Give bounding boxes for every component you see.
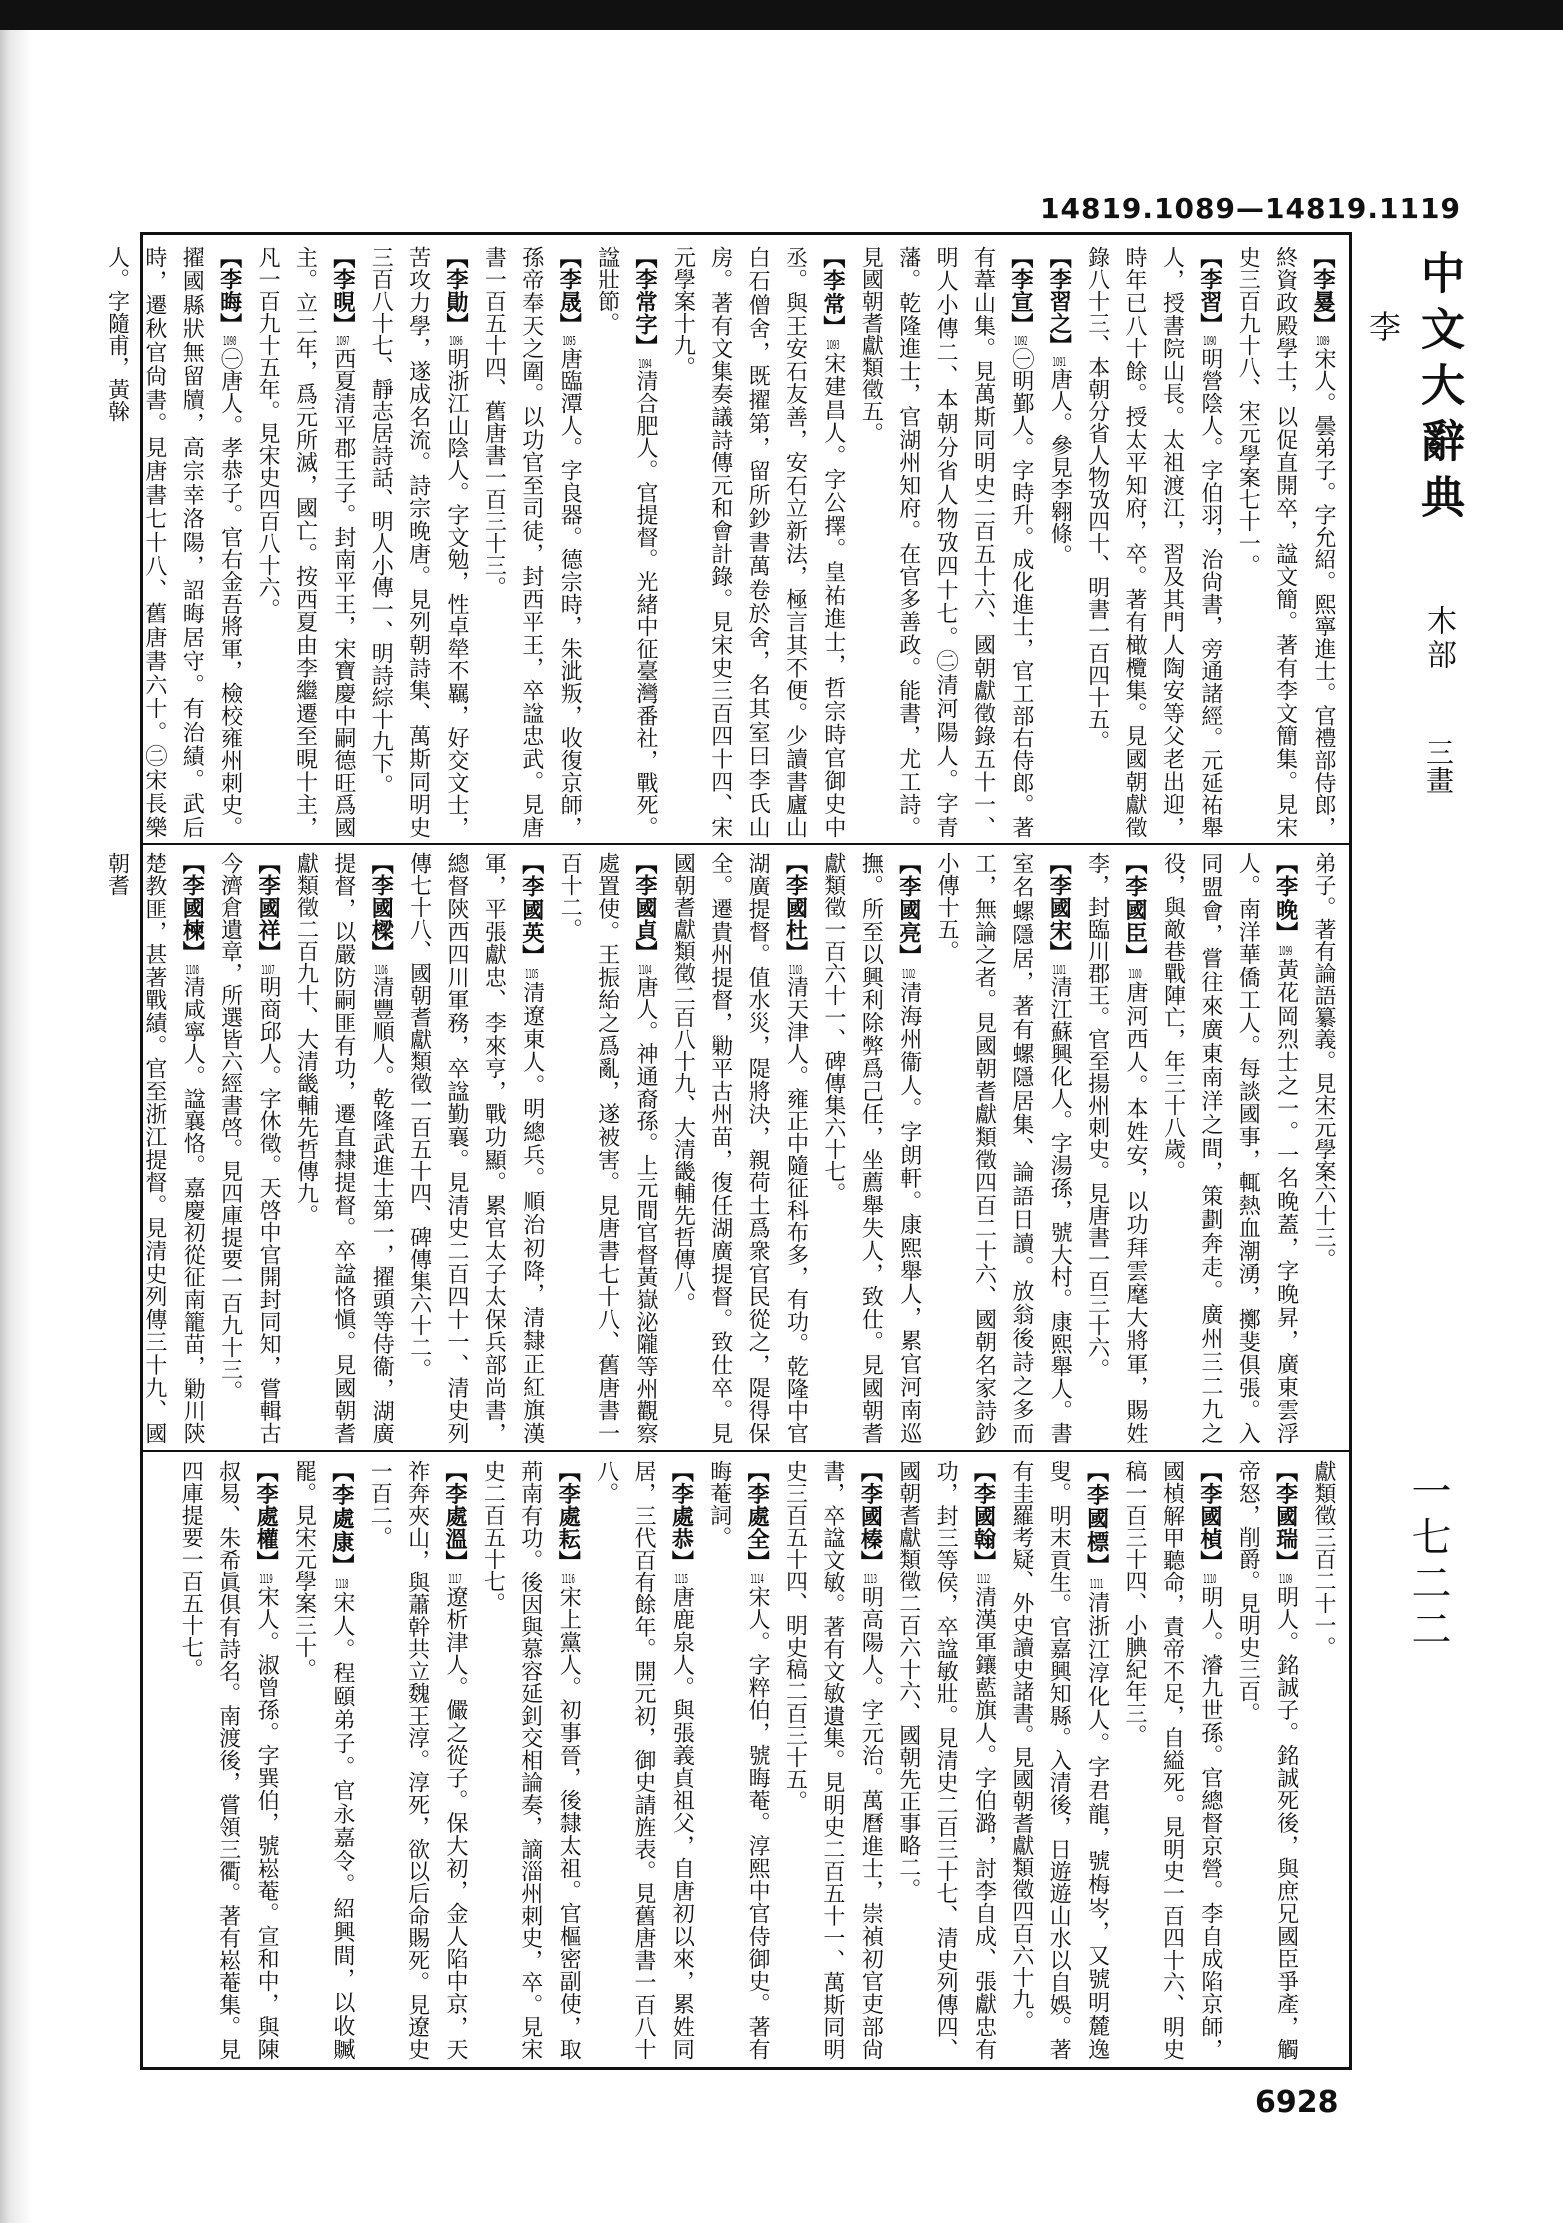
- entry-definition: 清合肥人。官提督。光緒中征臺灣番社，戰死。諡壯節。: [594, 246, 658, 839]
- dictionary-entry: [1122, 1460, 1223, 2060]
- entry-definition: 唐河西人。本姓安，以功拜雲麾大將軍，賜姓李，封臨川郡王。官至揚州刺史。見唐書一百三十六。: [1084, 852, 1149, 1445]
- entry-close-bracket: 】: [216, 312, 243, 336]
- page-number-chinese: 一七二二: [1405, 1470, 1451, 1654]
- entry-close-bracket: 】: [1046, 941, 1073, 964]
- entry-definition: 明營陰人。字伯羽，治尙書，旁通諸經。元延祐舉人，授書院山長。太祖渡江，習及其門人陶安等父老出迎，時年已八十餘。授太平知府，卒。著有橄欖集。見國朝獻徵錄八十三、本朝分省人物攷四十、明書一百四十五。: [1084, 246, 1223, 839]
- entry-close-bracket: 】: [1272, 921, 1299, 945]
- dictionary-entry: [934, 852, 1072, 1444]
- entries-section-1: [104, 246, 1342, 839]
- entry-definition: 宋人。曇弟子。字允紹。熙寧進士。官禮部侍郎，終資政殿學士，以促直開卒，諡文簡。著有李文簡集。見宋史三百九十八、宋元學案七十一。: [1235, 246, 1336, 839]
- entry-close-bracket: 】: [631, 941, 658, 964]
- dictionary-entry: [557, 852, 658, 1444]
- entry-number: 1093: [826, 338, 840, 351]
- entry-close-bracket: 】: [631, 335, 658, 358]
- entry-open-bracket: 【: [216, 246, 243, 269]
- entry-open-bracket: 【: [744, 1460, 771, 1483]
- entry-open-bracket: 【: [442, 1460, 469, 1483]
- section-divider: [140, 843, 1352, 845]
- entry-headword: 李國楨: [1196, 1482, 1223, 1551]
- entry-close-bracket: 】: [555, 1550, 582, 1574]
- entry-number: 1099: [1279, 944, 1293, 957]
- entry-headword: 李㬊: [1310, 268, 1336, 313]
- entry-number: 1097: [336, 335, 350, 348]
- entry-number: 1103: [788, 963, 803, 976]
- dictionary-entry: [481, 246, 582, 838]
- entry-open-bracket: 【: [368, 852, 395, 875]
- entry-open-bracket: 【: [970, 1460, 997, 1483]
- entry-number: 1102: [902, 968, 916, 981]
- dictionary-title: 中文大辭典: [1413, 250, 1464, 530]
- entry-close-bracket: 】: [970, 1550, 997, 1574]
- entry-number: 1119: [259, 1573, 273, 1586]
- entry-headword: 李國杜: [782, 874, 809, 942]
- entry-definition: 宋建昌人。字公擇。皇祐進士，哲宗時官御史中丞。與王安石友善，安石立新法，極言其不便。少讀書廬山白石僧舍，既擢第，留所鈔書萬卷於舍，名其室曰李氏山房。著有文集奏議詩傳元和會計錄。見宋史三百四十四、宋元學案十九。: [670, 246, 846, 838]
- dictionary-entry: [1311, 1460, 1336, 1658]
- entry-close-bracket: 】: [819, 315, 846, 339]
- entry-open-bracket: 【: [1007, 246, 1034, 269]
- entry-definition: 唐人。參見李翱條。: [1047, 368, 1073, 566]
- entry-headword: 李習: [1196, 268, 1223, 313]
- dictionary-entry: [178, 1460, 279, 2060]
- entry-definition: 清咸寧人。諡襄恪。嘉慶初從征南籠苗，勦川陝楚教匪，甚著戰績。官至浙江提督。見清史列傳三十九、國朝耆: [104, 852, 206, 1445]
- dictionary-entry: [783, 1460, 884, 2060]
- entry-number: 1115: [674, 1573, 688, 1586]
- entry-definition: 清天津人。雍正中隨征科布多，有功。乾隆中官湖廣提督。值水災，隄將決，親荷土爲衆官民從之，隄得保全。遷貴州提督，勦平古州苗，復任湖廣提督。致仕卒。見國朝耆獻類徵二百八十九、大清畿輔先哲傳八。: [670, 852, 809, 1445]
- running-header: [1364, 250, 1470, 850]
- dictionary-entry: [595, 246, 658, 838]
- entry-close-bracket: 】: [1272, 1550, 1299, 1574]
- entry-open-bracket: 【: [328, 1460, 355, 1484]
- entry-number: 1092: [1014, 335, 1028, 348]
- entry-number: 1100: [1128, 968, 1142, 981]
- entry-headword: 李處全: [744, 1482, 771, 1551]
- entry-close-bracket: 】: [179, 941, 206, 964]
- entry-headword: 李常: [819, 269, 846, 316]
- dictionary-entry: [670, 246, 846, 838]
- entry-definition: 弟子。著有論語纂義。見宋元學案六十三。: [1311, 852, 1336, 1270]
- entry-definition: 遼析津人。儼之從子。保大初，金人陷中京，天祚奔夾山，與蕭幹共立魏王淳。淳死，欲以后命賜死。見遼史一百二。: [367, 1460, 469, 2061]
- entry-open-bracket: 【: [1196, 246, 1223, 269]
- entry-definition: 獻類徵三百二十一。: [1311, 1460, 1336, 1658]
- dictionary-entry: [293, 852, 394, 1444]
- dictionary-entry: [368, 246, 469, 838]
- entry-close-bracket: 】: [255, 941, 282, 964]
- entry-number: 1110: [1203, 1573, 1217, 1586]
- entry-open-bracket: 【: [668, 1460, 695, 1483]
- entry-headword: 李國英: [518, 875, 545, 945]
- page-number: 6928: [1255, 2085, 1339, 2120]
- entry-open-bracket: 【: [1310, 246, 1336, 269]
- entry-definition: 唐臨潭人。字良器。德宗時，朱泚叛，收復京師，孫帝奉天之圍。以功官至司徒，封西平王，卒諡忠武。見唐書一百五十四、舊唐書一百三十三。: [481, 246, 583, 839]
- entry-close-bracket: 】: [1196, 1550, 1223, 1574]
- entry-headword: 李處耘: [555, 1482, 582, 1551]
- entry-close-bracket: 】: [782, 941, 809, 964]
- entry-definition: 明人。銘誠子。銘誠死後，與庶兄國臣爭產，觸帝怒，削爵。見明史三百。: [1235, 1460, 1299, 2061]
- entry-range-header: 14819.1089—14819.1119: [1040, 192, 1461, 225]
- entry-definition: 唐人。神通裔孫。上元間官督黃嶽泌隴等州觀察處置使。王振紿之爲亂，遂被害。見唐書七十八、舊唐書一百十二。: [557, 852, 658, 1445]
- entry-open-bracket: 【: [1046, 852, 1073, 875]
- entry-definition: 宋上黨人。初事晉，後隸太祖。官樞密副使，取荊南有功。後因與慕容延釗交相論奏，謫淄州刺史，卒。見宋史二百五十七。: [480, 1460, 582, 2061]
- entry-headword: 李國翰: [970, 1482, 997, 1551]
- entry-headword: 李國貞: [631, 874, 658, 942]
- entry-open-bracket: 【: [1272, 852, 1299, 876]
- entry-close-bracket: 】: [556, 312, 583, 336]
- entry-number: 1117: [448, 1573, 462, 1586]
- dictionary-entry: [896, 1460, 997, 2060]
- stroke-count-label: 三畫: [1422, 738, 1455, 795]
- entry-close-bracket: 】: [1122, 944, 1149, 969]
- entry-definition: ㊀明鄞人。字時升。成化進士，官工部右侍郎。著有葦山集。見萬斯同明史二百五十六、國朝獻徵錄五十一、明人小傳二、本朝分省人物攷四十七。㊁清河陽人。字青藩。乾隆進士，官湖州知府。在官多善政。能書，尤工詩。見國朝耆獻類徵五。: [858, 246, 1034, 839]
- entry-headword: 李國榛: [857, 1482, 884, 1551]
- entry-close-bracket: 】: [1196, 312, 1223, 336]
- dictionary-entry: [670, 852, 808, 1444]
- entry-definition: ㊀唐人。孝恭子。官右金吾將軍，檢校雍州刺史。擢國縣狀無留牘，高宗幸洛陽，詔晦居守。有治績。武后時，遷秋官尙書。見唐書七十八、舊唐書六十。㊁宋長樂人。字隨甫，黃榦: [104, 246, 243, 839]
- entry-open-bracket: 【: [819, 246, 846, 270]
- entry-open-bracket: 【: [1122, 852, 1149, 876]
- entry-close-bracket: 】: [329, 312, 356, 336]
- entry-definition: 宋人。淑曾孫。字巽伯，號崧菴。宣和中，與陳叔易、朱希眞俱有詩名。南渡後，嘗領三衢。著有崧菴集。見四庫提要一百五十七。: [178, 1460, 280, 2061]
- entry-close-bracket: 】: [1007, 312, 1034, 336]
- entry-definition: 清漢軍鑲藍旗人。字伯潞，討李自成、張獻忠有功，封三等侯，卒諡敏壯。見清史二百三十七、清史列傳四、國朝耆獻類徵二百六十六、國朝先正事略二。: [895, 1460, 997, 2061]
- entry-definition: 明人。濬九世孫。官總督京營。李自成陷京師，國楨解甲聽命，責帝不足，自縊死。見明史一百四十六、明史稿一百三十四、小腆紀年三。: [1122, 1460, 1223, 2061]
- entry-headword: 李晚: [1272, 875, 1299, 922]
- entry-open-bracket: 【: [179, 852, 206, 875]
- entry-number: 1112: [976, 1573, 991, 1586]
- entry-number: 1107: [261, 963, 275, 976]
- radical-label: 木部: [1421, 605, 1456, 674]
- entry-definition: 明高陽人。字元治。萬曆進士，崇禎初官吏部尙書，卒諡文敏。著有文敏遺集。見明史二百五十一、萬斯同明史三百五十四、明史稿二百三十五。: [782, 1460, 884, 2061]
- entry-headword: 李處溫: [442, 1482, 469, 1551]
- entries-section-3: [152, 1460, 1342, 2060]
- entry-number: 1118: [335, 1577, 349, 1590]
- entry-number: 1109: [1279, 1573, 1293, 1586]
- entry-open-bracket: 【: [1196, 1460, 1223, 1483]
- entry-number: 1095: [562, 335, 576, 348]
- entry-number: 1108: [185, 963, 199, 976]
- entry-open-bracket: 【: [782, 852, 809, 875]
- entry-open-bracket: 【: [895, 852, 922, 876]
- entry-definition: 宋人。程頤弟子。官永嘉令。紹興間，以收贓罷。見宋元學案三十。: [291, 1460, 355, 2061]
- entry-number: 1105: [525, 968, 539, 981]
- entry-definition: 唐鹿泉人。與張義貞祖父，自唐初以來，累姓同居，三代百有餘年。開元初，御史請旌表。見舊唐書一百八十八。: [593, 1460, 695, 2061]
- entry-number: 1091: [1052, 356, 1066, 368]
- dictionary-entry: [858, 246, 1034, 838]
- entry-close-bracket: 】: [744, 1550, 771, 1574]
- entry-headword: 李晦: [216, 268, 243, 313]
- scan-top-edge: [0, 0, 1563, 30]
- entry-definition: 宋人。字粹伯，號晦菴。淳熙中官侍御史。著有晦菴詞。: [706, 1460, 771, 2061]
- entry-close-bracket: 】: [442, 1550, 469, 1574]
- entry-definition: 清浙江淳化人。字君龍，號梅岑，又號明麓逸叟。明末貢生。官嘉興知縣。入清後，日遊遊山水以自娛。著有圭羅考疑、外史讀史諸書。見國朝耆獻類徵四百六十九。: [1008, 1460, 1110, 2061]
- entry-definition: 西夏清平郡王子。封南平王，宋寶慶中嗣德旺爲國主。立二年，爲元所滅，國亡。按西夏由李繼遷至晛十主，凡一百九十五年。見宋史四百八十六。: [255, 246, 356, 839]
- entry-close-bracket: 】: [518, 944, 545, 969]
- entry-number: 1094: [638, 357, 652, 370]
- entry-close-bracket: 】: [328, 1554, 355, 1578]
- entry-definition: 清遼東人。明總兵。順治初降，清隸正紅旗漢軍，平張獻忠、李來亨，戰功顯。累官太子太保兵部尚書，總督陝西四川軍務，卒諡勤襄。見清史二百四十一、清史列傳七十八、國朝耆獻類徵一百五十四、碑傳集六十二。: [406, 852, 545, 1445]
- entry-headword: 李國瑞: [1272, 1482, 1299, 1551]
- entry-headword: 李國楝: [179, 874, 206, 942]
- entry-open-bracket: 【: [857, 1460, 884, 1483]
- dictionary-entry: [105, 852, 206, 1444]
- dictionary-entry: [407, 852, 545, 1444]
- entry-open-bracket: 【: [555, 1460, 582, 1483]
- dictionary-entry: [707, 1460, 770, 2060]
- entry-open-bracket: 【: [1046, 246, 1073, 268]
- entry-number: 1096: [449, 335, 463, 348]
- entry-number: 1098: [223, 335, 237, 348]
- entry-number: 1111: [1090, 1577, 1104, 1590]
- entry-number: 1113: [863, 1573, 877, 1586]
- entry-close-bracket: 】: [1046, 334, 1073, 356]
- entry-definition: 清海州衞人。字朗軒。康熙舉人，累官河南巡撫。所至以興利除弊爲己任，坐薦舉失人，致仕。見國朝耆獻類徵一百六十一、碑傳集六十七。: [820, 852, 922, 1445]
- entry-headword: 李晟: [556, 268, 583, 313]
- entry-definition: 黃花岡烈士之一。一名晚蓋，字晚昇，廣東雲浮人。南洋華僑工人。每談國事，輒熱血潮湧，擲斐俱張。入同盟會，嘗往來廣東南洋之間，策劃奔走。廣州三二九之役，與敵巷戰陣亡，年三十八歲。: [1160, 852, 1299, 1444]
- entry-open-bracket: 【: [255, 852, 282, 875]
- entry-close-bracket: 】: [895, 944, 922, 969]
- dictionary-entry: [1311, 852, 1336, 1270]
- entry-open-bracket: 【: [518, 852, 545, 876]
- entry-open-bracket: 【: [631, 246, 658, 269]
- entry-headword: 李國臣: [1122, 875, 1149, 945]
- entry-headword: 李習之: [1046, 268, 1073, 334]
- entry-open-bracket: 【: [253, 1460, 280, 1483]
- dictionary-entry: [1085, 852, 1148, 1444]
- entries-section-2: [104, 852, 1342, 1445]
- entry-close-bracket: 】: [1310, 312, 1336, 336]
- entry-headword: 李晛: [329, 268, 356, 313]
- entry-number: 1106: [374, 963, 388, 976]
- dictionary-entry: [1160, 852, 1298, 1444]
- entry-definition: 明商邱人。字休徵。天啓中官開封同知，嘗輯古今濟倉遺章，所選皆六經書啓。見四庫提要一百九十三。: [217, 852, 282, 1445]
- dictionary-entry: [1235, 1460, 1298, 2060]
- entry-headword: 李處恭: [668, 1482, 695, 1551]
- entry-close-bracket: 】: [253, 1550, 280, 1574]
- dictionary-entry: [105, 246, 243, 838]
- entry-number: 1089: [1316, 335, 1330, 348]
- entry-headword: 李國亮: [895, 875, 922, 945]
- entry-number: 1101: [1052, 963, 1066, 976]
- dictionary-entry: [821, 852, 922, 1444]
- entry-number: 1090: [1203, 335, 1217, 348]
- entry-headword: 李處康: [328, 1483, 355, 1555]
- entry-open-bracket: 【: [1272, 1460, 1299, 1483]
- entry-headword: 李處權: [253, 1482, 280, 1551]
- entry-close-bracket: 】: [443, 312, 470, 336]
- dictionary-entry: [1047, 246, 1072, 566]
- entry-headword: 李國宋: [1046, 874, 1073, 942]
- entry-definition: 清江蘇興化人。字湯孫，號大村。康熙舉人。書室名螺隱居，著有螺隱居集、論語日讀。放翁後詩之多而工，無論之者。見國朝耆獻類徵四百二十六、國朝名家詩鈔小傳十五。: [934, 852, 1073, 1445]
- entry-headword: 李勛: [443, 268, 470, 313]
- dictionary-entry: [1235, 246, 1336, 838]
- entry-open-bracket: 【: [329, 246, 356, 269]
- dictionary-entry: [480, 1460, 581, 2060]
- entry-number: 1104: [638, 963, 652, 976]
- entry-open-bracket: 【: [631, 852, 658, 875]
- dictionary-entry: [291, 1460, 354, 2060]
- entry-headword: 李宣: [1007, 268, 1034, 313]
- entry-open-bracket: 【: [1083, 1460, 1110, 1484]
- dictionary-entry: [594, 1460, 695, 2060]
- dictionary-entry: [255, 246, 356, 838]
- entry-close-bracket: 】: [1083, 1554, 1110, 1578]
- entry-open-bracket: 【: [556, 246, 583, 269]
- entry-headword: 李常字: [631, 268, 658, 336]
- entry-definition: 明浙江山陰人。字文勉，性卓犖不羈，好交文士，苦攻力學，遂成名流。詩宗晚唐。見列朝詩集、萬斯同明史三百八十七、靜志居詩話、明人小傳一、明詩綜十九下。: [368, 246, 470, 839]
- dictionary-entry: [1085, 246, 1223, 838]
- dictionary-entry: [1009, 1460, 1110, 2060]
- scan-left-edge: [0, 30, 32, 2223]
- dictionary-entry: [218, 852, 281, 1444]
- entry-close-bracket: 】: [368, 941, 395, 964]
- section-divider: [140, 1450, 1352, 1452]
- entry-open-bracket: 【: [443, 246, 470, 269]
- entry-headword: 李國樑: [368, 874, 395, 942]
- entry-definition: 清豐順人。乾隆武進士第一，擢頭等侍衞，湖廣提督，以嚴防嗣匪有功，遷直隸提督。卒諡恪愼。見國朝耆獻類徵二百九十、大清畿輔先哲傳九。: [293, 852, 395, 1445]
- head-character: 李: [1364, 310, 1402, 342]
- entry-number: 1114: [750, 1573, 764, 1586]
- entry-headword: 李國祥: [255, 874, 282, 942]
- entry-number: 1116: [561, 1573, 575, 1586]
- dictionary-entry: [367, 1460, 468, 2060]
- entry-headword: 李國標: [1083, 1483, 1110, 1555]
- entry-close-bracket: 】: [857, 1550, 884, 1574]
- entry-close-bracket: 】: [668, 1550, 695, 1574]
